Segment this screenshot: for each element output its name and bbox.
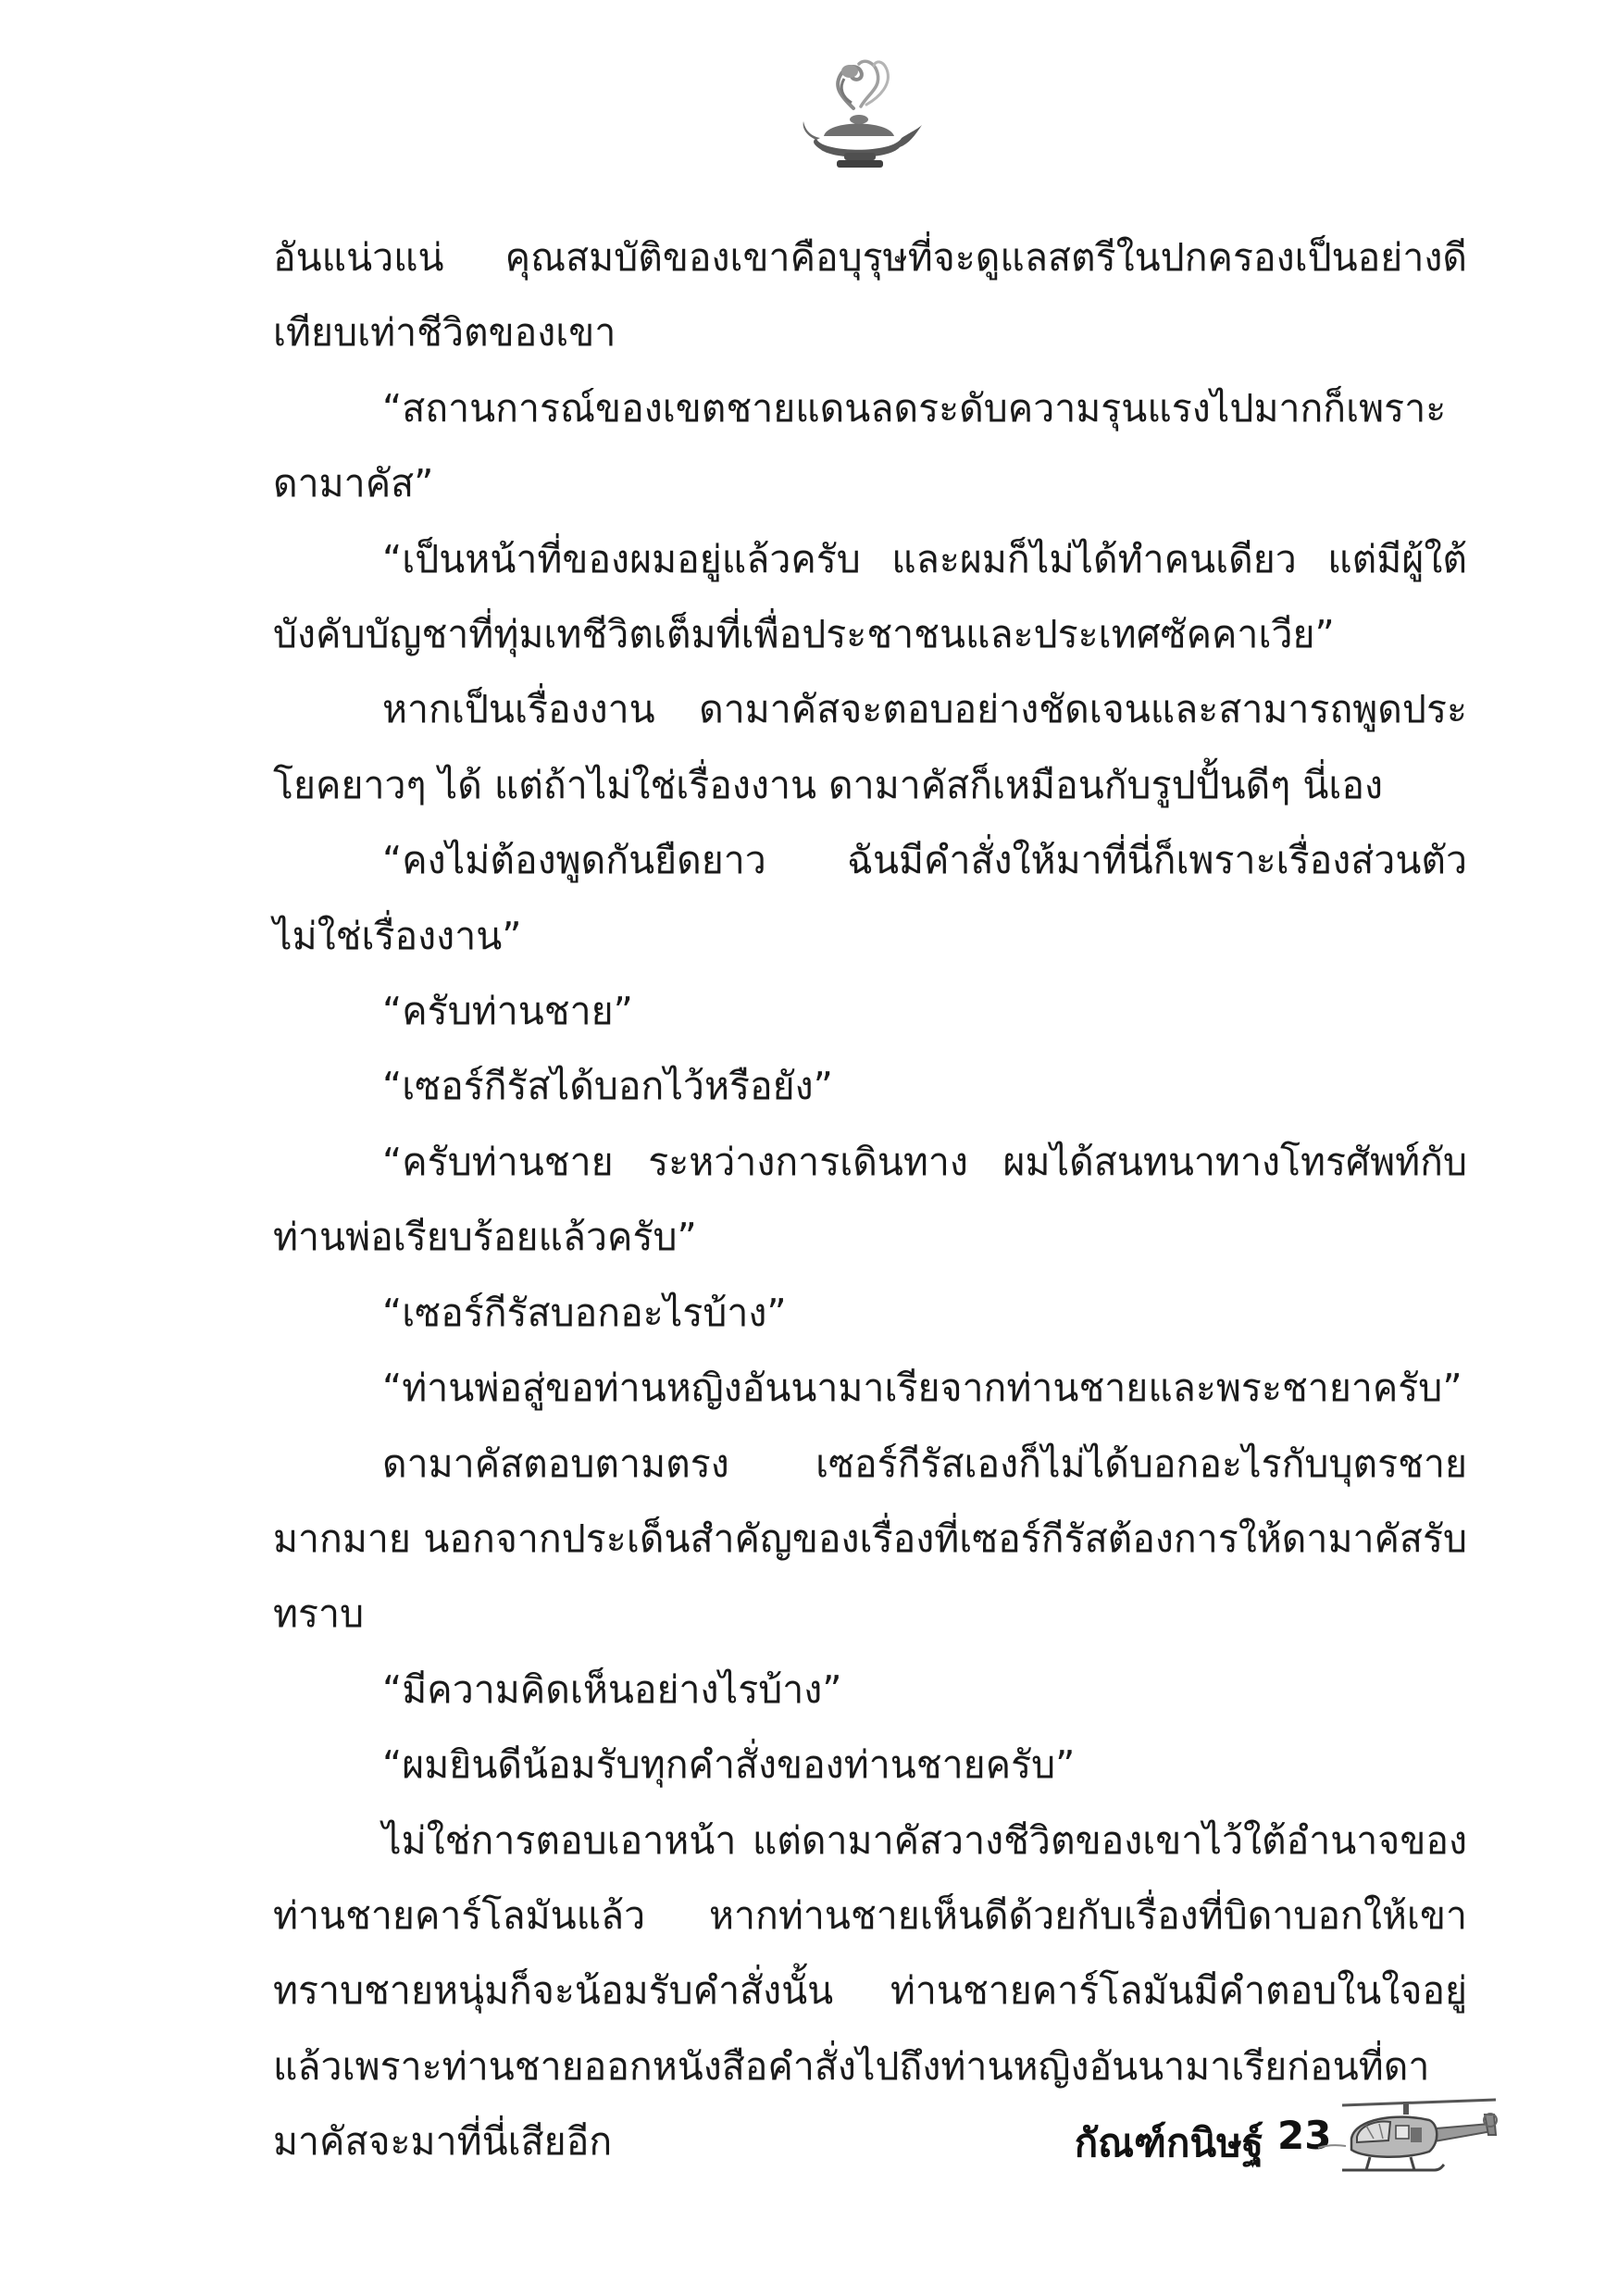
paragraph: “ครับท่านชาย ระหว่างการเดินทาง ผมได้สนทนาทางโทรศัพท์กับท่านพ่อเรียบร้อยแล้วครับ” bbox=[273, 1139, 1467, 1260]
page-number: 23 bbox=[1277, 2113, 1332, 2158]
paragraph: “ผมยินดีน้อมรับทุกคำสั่งของท่านชายครับ” bbox=[382, 1742, 1076, 1788]
paragraph: “คงไม่ต้องพูดกันยืดยาว ฉันมีคำสั่งให้มาที่นี่ก็เพราะเรื่องส่วนตัวไม่ใช่เรื่องงาน” bbox=[273, 838, 1467, 958]
paragraph: ดามาคัสตอบตามตรง เซอร์กีรัสเองก็ไม่ได้บอกอะไรกับบุตรชายมากมาย นอกจากประเด็นสำคัญของเรื่องที่เซอร์กีรัสต้องการให้ดามาคัสรับทราบ bbox=[273, 1441, 1467, 1637]
paragraph: ไม่ใช่การตอบเอาหน้า แต่ดามาคัสวางชีวิตของเขาไว้ใต้อำนาจของท่านชายคาร์โลมันแล้ว หากท่านชายเห็นดีด้วยกับเรื่องที่บิดาบอกให้เขาทราบชายหนุ่มก็จะน้อมรับคำสั่งนั้น ท่านชายคาร์โลมันมีคำตอบในใจอยู่แล้วเพราะท่านชายออกหนังสือคำสั่งไปถึงท่านหญิงอันนามาเรียก่อนที่ดามาคัสจะมาที่นี่เสียอีก bbox=[273, 1817, 1467, 2165]
paragraph: “เซอร์กีรัสบอกอะไรบ้าง” bbox=[382, 1290, 787, 1335]
paragraph: “เป็นหน้าที่ของผมอยู่แล้วครับ และผมก็ไม่ได้ทำคนเดียว แต่มีผู้ใต้บังคับบัญชาที่ทุ่มเทชีวิตเต็มที่เพื่อประชาชนและประเทศซัคคาเวีย” bbox=[273, 536, 1467, 657]
page-footer bbox=[981, 2092, 1509, 2194]
genie-lamp-icon bbox=[796, 51, 926, 176]
paragraph: อันแน่วแน่ คุณสมบัติของเขาคือบุรุษที่จะดูแลสตรีในปกครองเป็นอย่างดีเทียบเท่าชีวิตของเขา bbox=[273, 235, 1467, 356]
helicopter-icon bbox=[1314, 2092, 1500, 2185]
paragraph: “สถานการณ์ของเขตชายแดนลดระดับความรุนแรงไปมากก็เพราะดามาคัส” bbox=[273, 385, 1447, 506]
paragraph: หากเป็นเรื่องงาน ดามาคัสจะตอบอย่างชัดเจนและสามารถพูดประโยคยาวๆ ได้ แต่ถ้าไม่ใช่เรื่องงาน ดามาคัสก็เหมือนกับรูปปั้นดีๆ นี่เอง bbox=[273, 687, 1467, 807]
paragraph: “ครับท่านชาย” bbox=[382, 989, 633, 1034]
book-title: กัณฑ์กนิษฐ์ bbox=[1074, 2120, 1263, 2165]
paragraph: “เซอร์กีรัสได้บอกไว้หรือยัง” bbox=[382, 1064, 833, 1109]
paragraph: “มีความคิดเห็นอย่างไรบ้าง” bbox=[382, 1666, 842, 1712]
paragraph: “ท่านพ่อสู่ขอท่านหญิงอันนามาเรียจากท่านชายและพระชายาครับ” bbox=[382, 1366, 1462, 1411]
body-text bbox=[273, 220, 1467, 2180]
